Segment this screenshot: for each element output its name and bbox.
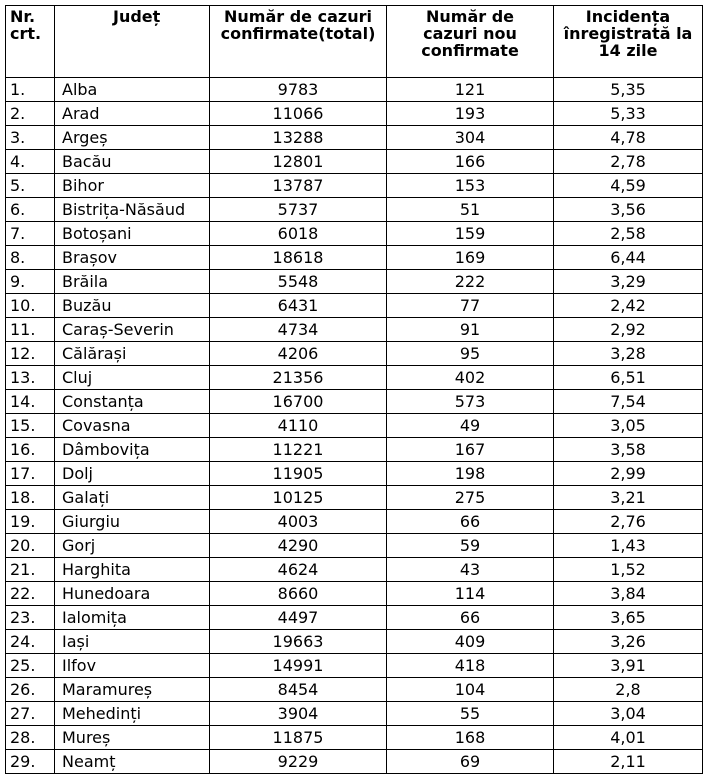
cell-nr: 19. xyxy=(6,510,55,534)
cell-total-cases: 6018 xyxy=(210,222,387,246)
cell-total-cases: 21356 xyxy=(210,366,387,390)
cell-nr: 6. xyxy=(6,198,55,222)
cell-nr: 22. xyxy=(6,582,55,606)
header-total-line1: Număr de cazuri xyxy=(224,7,372,26)
header-incidence-line3: 14 zile xyxy=(598,41,658,60)
cell-new-cases: 169 xyxy=(387,246,554,270)
cell-incidence: 3,28 xyxy=(554,342,703,366)
cell-incidence: 2,58 xyxy=(554,222,703,246)
cell-new-cases: 114 xyxy=(387,582,554,606)
cell-incidence: 3,58 xyxy=(554,438,703,462)
cell-total-cases: 11875 xyxy=(210,726,387,750)
cell-new-cases: 66 xyxy=(387,606,554,630)
cell-judet: Botoșani xyxy=(55,222,210,246)
table-row xyxy=(6,294,703,318)
header-row xyxy=(6,6,703,78)
cell-incidence: 3,29 xyxy=(554,270,703,294)
header-total-cases xyxy=(210,6,387,78)
table-row xyxy=(6,150,703,174)
cell-incidence: 3,84 xyxy=(554,582,703,606)
cell-incidence: 4,01 xyxy=(554,726,703,750)
cell-new-cases: 159 xyxy=(387,222,554,246)
cell-new-cases: 43 xyxy=(387,558,554,582)
cell-nr: 24. xyxy=(6,630,55,654)
cell-total-cases: 8454 xyxy=(210,678,387,702)
cell-total-cases: 10125 xyxy=(210,486,387,510)
header-nr-crt xyxy=(6,6,55,78)
cell-judet: Hunedoara xyxy=(55,582,210,606)
cell-judet: Harghita xyxy=(55,558,210,582)
cell-judet: Maramureș xyxy=(55,678,210,702)
cell-incidence: 2,11 xyxy=(554,750,703,774)
table-row xyxy=(6,78,703,102)
cell-total-cases: 14991 xyxy=(210,654,387,678)
cell-judet: Brăila xyxy=(55,270,210,294)
cell-judet: Gorj xyxy=(55,534,210,558)
cell-new-cases: 69 xyxy=(387,750,554,774)
cell-judet: Buzău xyxy=(55,294,210,318)
cell-nr: 4. xyxy=(6,150,55,174)
cell-total-cases: 8660 xyxy=(210,582,387,606)
header-incidence xyxy=(554,6,703,78)
cell-total-cases: 12801 xyxy=(210,150,387,174)
cell-total-cases: 11221 xyxy=(210,438,387,462)
cell-nr: 16. xyxy=(6,438,55,462)
table-row xyxy=(6,102,703,126)
cell-new-cases: 91 xyxy=(387,318,554,342)
cell-incidence: 2,99 xyxy=(554,462,703,486)
cell-judet: Alba xyxy=(55,78,210,102)
cell-total-cases: 6431 xyxy=(210,294,387,318)
cell-total-cases: 4734 xyxy=(210,318,387,342)
table-row xyxy=(6,126,703,150)
table-row xyxy=(6,438,703,462)
table-row xyxy=(6,750,703,774)
cell-new-cases: 304 xyxy=(387,126,554,150)
cell-judet: Caraș-Severin xyxy=(55,318,210,342)
cell-judet: Bistrița-Năsăud xyxy=(55,198,210,222)
cell-incidence: 5,33 xyxy=(554,102,703,126)
table-row xyxy=(6,702,703,726)
cell-new-cases: 418 xyxy=(387,654,554,678)
cell-nr: 21. xyxy=(6,558,55,582)
table-row xyxy=(6,654,703,678)
cell-nr: 12. xyxy=(6,342,55,366)
cell-nr: 20. xyxy=(6,534,55,558)
cell-new-cases: 222 xyxy=(387,270,554,294)
cell-total-cases: 4497 xyxy=(210,606,387,630)
cell-judet: Ialomița xyxy=(55,606,210,630)
cell-incidence: 1,52 xyxy=(554,558,703,582)
header-new-line2: cazuri nou xyxy=(423,24,517,43)
header-new-cases xyxy=(387,6,554,78)
table-row xyxy=(6,510,703,534)
cell-nr: 11. xyxy=(6,318,55,342)
cell-incidence: 6,51 xyxy=(554,366,703,390)
cell-incidence: 1,43 xyxy=(554,534,703,558)
table-row xyxy=(6,366,703,390)
cell-total-cases: 4206 xyxy=(210,342,387,366)
table-row xyxy=(6,534,703,558)
cell-total-cases: 13288 xyxy=(210,126,387,150)
covid-cases-table-container xyxy=(5,5,702,774)
cell-incidence: 2,76 xyxy=(554,510,703,534)
cell-judet: Dâmbovița xyxy=(55,438,210,462)
table-row xyxy=(6,414,703,438)
cell-total-cases: 4290 xyxy=(210,534,387,558)
cell-new-cases: 168 xyxy=(387,726,554,750)
table-row xyxy=(6,390,703,414)
cell-total-cases: 11066 xyxy=(210,102,387,126)
cell-incidence: 3,26 xyxy=(554,630,703,654)
cell-judet: Dolj xyxy=(55,462,210,486)
cell-nr: 27. xyxy=(6,702,55,726)
cell-total-cases: 9783 xyxy=(210,78,387,102)
cell-new-cases: 59 xyxy=(387,534,554,558)
table-body xyxy=(6,78,703,774)
cell-nr: 2. xyxy=(6,102,55,126)
cell-total-cases: 9229 xyxy=(210,750,387,774)
cell-new-cases: 55 xyxy=(387,702,554,726)
cell-total-cases: 11905 xyxy=(210,462,387,486)
cell-total-cases: 5548 xyxy=(210,270,387,294)
cell-new-cases: 95 xyxy=(387,342,554,366)
cell-total-cases: 4003 xyxy=(210,510,387,534)
cell-incidence: 2,78 xyxy=(554,150,703,174)
cell-nr: 3. xyxy=(6,126,55,150)
cell-new-cases: 409 xyxy=(387,630,554,654)
cell-judet: Arad xyxy=(55,102,210,126)
header-judet xyxy=(55,6,210,78)
cell-incidence: 2,8 xyxy=(554,678,703,702)
cell-new-cases: 166 xyxy=(387,150,554,174)
cell-incidence: 3,91 xyxy=(554,654,703,678)
header-nr-line2: crt. xyxy=(10,24,42,43)
table-row xyxy=(6,582,703,606)
table-row xyxy=(6,726,703,750)
cell-nr: 26. xyxy=(6,678,55,702)
cell-judet: Giurgiu xyxy=(55,510,210,534)
cell-judet: Cluj xyxy=(55,366,210,390)
cell-incidence: 7,54 xyxy=(554,390,703,414)
cell-total-cases: 3904 xyxy=(210,702,387,726)
cell-judet: Covasna xyxy=(55,414,210,438)
cell-nr: 28. xyxy=(6,726,55,750)
cell-incidence: 3,65 xyxy=(554,606,703,630)
cell-total-cases: 4624 xyxy=(210,558,387,582)
cell-incidence: 2,92 xyxy=(554,318,703,342)
table-row xyxy=(6,198,703,222)
cell-incidence: 5,35 xyxy=(554,78,703,102)
cell-new-cases: 49 xyxy=(387,414,554,438)
cell-judet: Călărași xyxy=(55,342,210,366)
cell-total-cases: 19663 xyxy=(210,630,387,654)
table-row xyxy=(6,174,703,198)
cell-new-cases: 198 xyxy=(387,462,554,486)
cell-total-cases: 5737 xyxy=(210,198,387,222)
cell-nr: 10. xyxy=(6,294,55,318)
cell-nr: 29. xyxy=(6,750,55,774)
cell-nr: 7. xyxy=(6,222,55,246)
cell-incidence: 4,78 xyxy=(554,126,703,150)
cell-new-cases: 193 xyxy=(387,102,554,126)
cell-nr: 15. xyxy=(6,414,55,438)
header-judet-label: Județ xyxy=(113,7,161,26)
header-new-line3: confirmate xyxy=(421,41,519,60)
cell-incidence: 2,42 xyxy=(554,294,703,318)
cell-incidence: 4,59 xyxy=(554,174,703,198)
header-incidence-line2: înregistrată la xyxy=(563,24,693,43)
table-row xyxy=(6,342,703,366)
cell-nr: 14. xyxy=(6,390,55,414)
table-row xyxy=(6,606,703,630)
cell-judet: Ilfov xyxy=(55,654,210,678)
header-incidence-line1: Incidența xyxy=(585,7,671,26)
cell-new-cases: 573 xyxy=(387,390,554,414)
cell-incidence: 3,21 xyxy=(554,486,703,510)
table-row xyxy=(6,222,703,246)
table-header xyxy=(6,6,703,78)
covid-cases-table xyxy=(5,5,703,774)
cell-judet: Neamț xyxy=(55,750,210,774)
cell-judet: Galați xyxy=(55,486,210,510)
cell-incidence: 3,05 xyxy=(554,414,703,438)
cell-judet: Brașov xyxy=(55,246,210,270)
cell-new-cases: 77 xyxy=(387,294,554,318)
cell-new-cases: 402 xyxy=(387,366,554,390)
cell-nr: 5. xyxy=(6,174,55,198)
cell-nr: 23. xyxy=(6,606,55,630)
table-row xyxy=(6,558,703,582)
cell-new-cases: 104 xyxy=(387,678,554,702)
cell-new-cases: 121 xyxy=(387,78,554,102)
cell-new-cases: 167 xyxy=(387,438,554,462)
table-row xyxy=(6,630,703,654)
cell-new-cases: 51 xyxy=(387,198,554,222)
cell-total-cases: 18618 xyxy=(210,246,387,270)
cell-total-cases: 4110 xyxy=(210,414,387,438)
cell-nr: 18. xyxy=(6,486,55,510)
table-row xyxy=(6,678,703,702)
cell-nr: 25. xyxy=(6,654,55,678)
cell-judet: Bacău xyxy=(55,150,210,174)
cell-judet: Argeș xyxy=(55,126,210,150)
cell-judet: Constanța xyxy=(55,390,210,414)
cell-new-cases: 66 xyxy=(387,510,554,534)
table-row xyxy=(6,318,703,342)
cell-nr: 13. xyxy=(6,366,55,390)
cell-incidence: 3,04 xyxy=(554,702,703,726)
cell-nr: 8. xyxy=(6,246,55,270)
header-nr-line1: Nr. xyxy=(10,7,36,26)
table-row xyxy=(6,246,703,270)
cell-nr: 17. xyxy=(6,462,55,486)
cell-total-cases: 13787 xyxy=(210,174,387,198)
cell-new-cases: 275 xyxy=(387,486,554,510)
table-row xyxy=(6,486,703,510)
cell-judet: Mehedinți xyxy=(55,702,210,726)
cell-nr: 9. xyxy=(6,270,55,294)
cell-total-cases: 16700 xyxy=(210,390,387,414)
cell-judet: Bihor xyxy=(55,174,210,198)
cell-incidence: 3,56 xyxy=(554,198,703,222)
table-row xyxy=(6,462,703,486)
cell-new-cases: 153 xyxy=(387,174,554,198)
header-total-line2: confirmate(total) xyxy=(220,24,376,43)
cell-judet: Iași xyxy=(55,630,210,654)
cell-incidence: 6,44 xyxy=(554,246,703,270)
header-new-line1: Număr de xyxy=(425,7,514,26)
cell-nr: 1. xyxy=(6,78,55,102)
cell-judet: Mureș xyxy=(55,726,210,750)
table-row xyxy=(6,270,703,294)
